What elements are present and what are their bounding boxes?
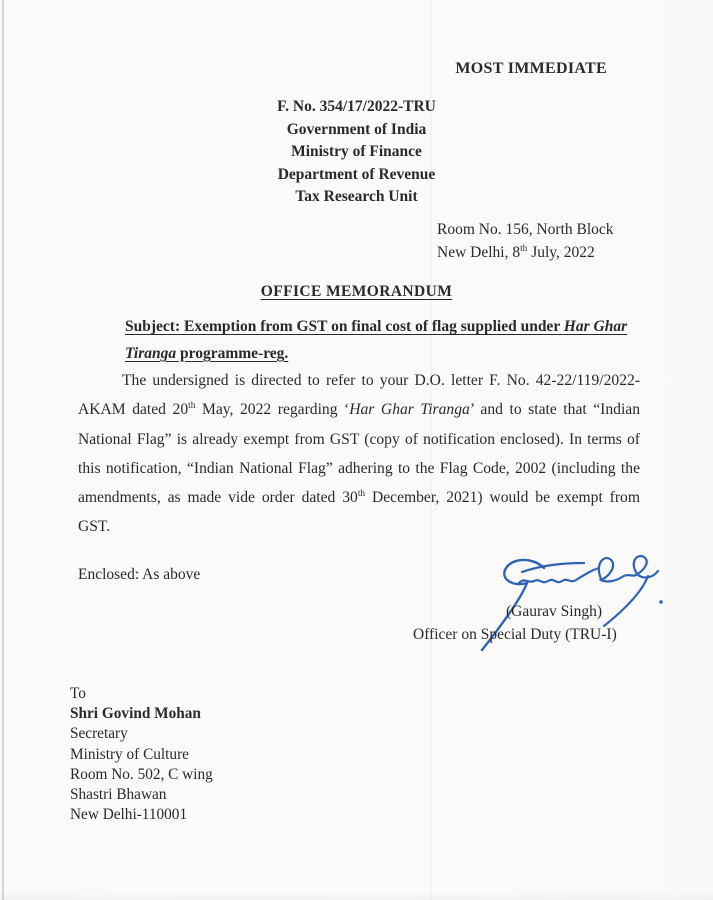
- signature-stroke: [522, 563, 584, 572]
- recipient-city: New Delhi-110001: [70, 806, 188, 824]
- recipient-building: Shastri Bhawan: [70, 786, 167, 804]
- file-number: F. No. 354/17/2022-TRU: [277, 98, 436, 115]
- recipient-salutation: To: [70, 685, 86, 702]
- recipient-name: Shri Govind Mohan: [70, 705, 201, 723]
- memo-heading-text: OFFICE MEMORANDUM: [260, 283, 453, 300]
- sender-address-line: Room No. 156, North Block: [437, 221, 614, 238]
- letter-date: New Delhi, 8th July, 2022: [437, 243, 595, 261]
- place-date-block: [437, 218, 614, 264]
- subject-line: Subject: Exemption from GST on final cost of flag supplied under Har Ghar Tiranga programme-reg.: [125, 318, 628, 362]
- letterhead: [0, 96, 713, 209]
- letterhead-department: Department of Revenue: [277, 165, 436, 183]
- scan-edge-artifact: [2, 0, 4, 900]
- scan-crease-artifact: [430, 0, 432, 900]
- body-paragraph: The undersigned is directed to refer to your D.O. letter F. No. 42-22/119/2022-AKAM dated 20th May, 2022 regarding ‘Har Ghar Tiranga’ and to state that “Indian National Flag” is already exempt from GST (copy of notification enclosed). In terms of this notification, “Indian National Flag” adhering to the Flag Code, 2002 (including the amendments, as made vide order dated 30th December, 2021) would be exempt from GST.: [78, 372, 641, 536]
- signature-stroke: [599, 556, 658, 581]
- recipient-ministry: Ministry of Culture: [70, 745, 189, 763]
- letterhead-ministry: Ministry of Finance: [291, 143, 422, 160]
- recipient-block: [70, 684, 213, 825]
- priority-label: MOST IMMEDIATE: [455, 60, 607, 77]
- signatory-name: (Gaurav Singh): [506, 603, 602, 620]
- recipient-room: Room No. 502, C wing: [70, 765, 213, 783]
- letterhead-unit: Tax Research Unit: [295, 188, 418, 205]
- recipient-title: Secretary: [70, 725, 128, 743]
- enclosure-note: Enclosed: As above: [78, 566, 201, 583]
- signature-ink-dot: [659, 600, 663, 604]
- signatory-designation: Officer on Special Duty (TRU-I): [413, 626, 617, 643]
- scan-shade-artifact: [0, 892, 713, 900]
- letterhead-org: Government of India: [286, 120, 427, 138]
- memo-heading: [0, 283, 713, 301]
